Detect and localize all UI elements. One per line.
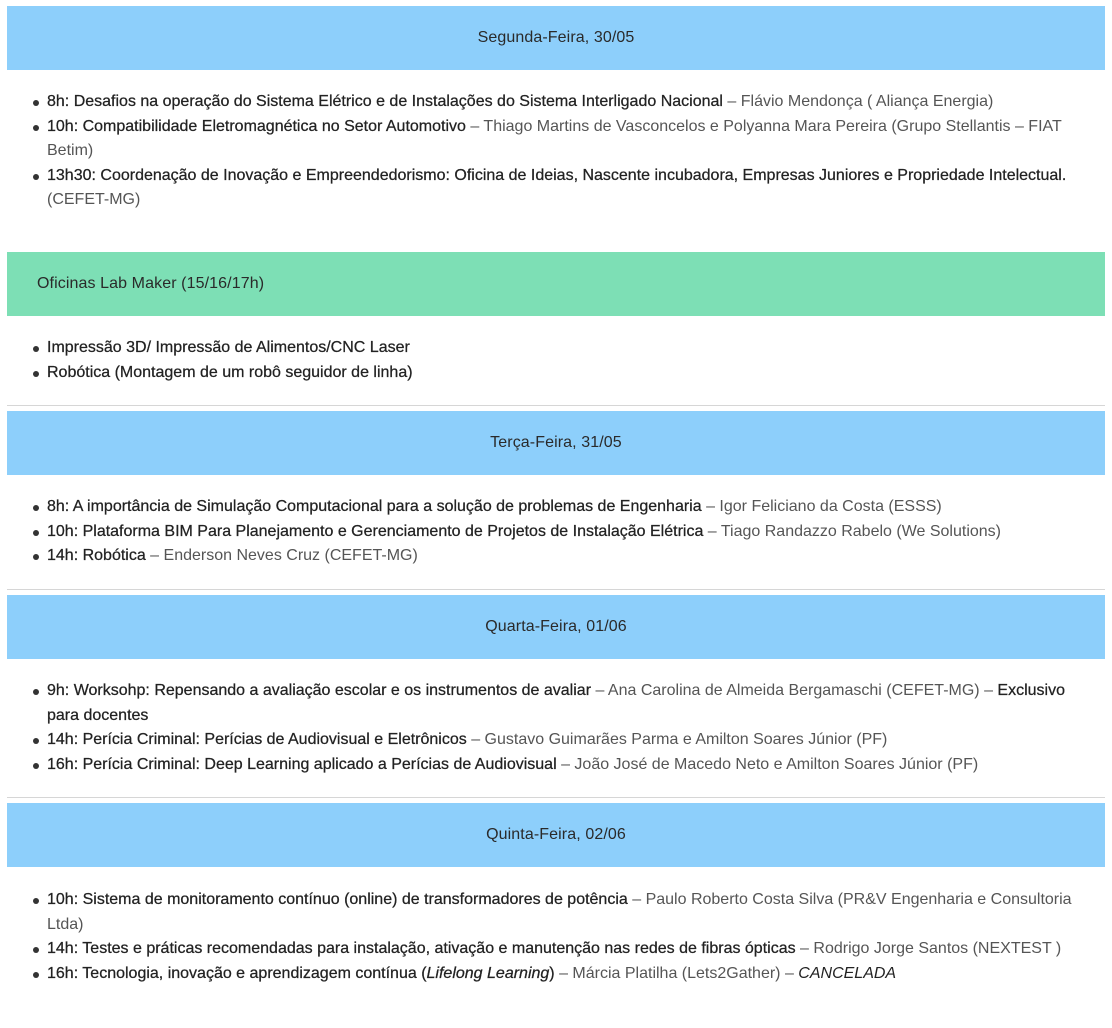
workshop-heading: Oficinas Lab Maker (15/16/17h) — [37, 275, 265, 292]
item-title-close: ) — [549, 964, 555, 982]
list-item — [0, 164, 1098, 213]
item-title: 14h: Perícia Criminal: Perícias de Audiovisual e Eletrônicos — [47, 731, 467, 748]
workshop-list — [0, 336, 1098, 385]
schedule-list-quinta — [0, 888, 1098, 986]
item-speaker: – Rodrigo Jorge Santos (NEXTEST ) — [795, 940, 1062, 957]
item-title: 13h30: Coordenação de Inovação e Empreendedorismo: Oficina de Ideias, Nascente incubadora, Empresas Juniores e Propriedade Intelectual. — [47, 166, 1067, 184]
list-item — [0, 544, 1098, 569]
item-title: 10h: Compatibilidade Eletromagnética no Setor Automotivo — [47, 117, 466, 135]
divider — [7, 589, 1105, 590]
item-title: 14h: Robótica — [47, 547, 146, 564]
item-speaker: – Ana Carolina de Almeida Bergamaschi (CEFET-MG) – — [591, 682, 993, 699]
item-title: Robótica (Montagem de um robô seguidor de linha) — [47, 363, 413, 381]
item-speaker: – Paulo Roberto Costa Silva (PR&V Engenharia e Consultoria Ltda) — [47, 891, 1072, 933]
item-title: 9h: Worksohp: Repensando a avaliação escolar e os instrumentos de avaliar — [47, 682, 592, 699]
item-title: 10h: Sistema de monitoramento contínuo (online) de transformadores de potência — [47, 891, 628, 908]
list-item — [0, 336, 1098, 361]
list-item — [0, 888, 1098, 937]
list-item — [0, 728, 1098, 753]
item-speaker: – João José de Macedo Neto e Amilton Soares Júnior (PF) — [556, 755, 979, 773]
item-speaker: – Gustavo Guimarães Parma e Amilton Soares Júnior (PF) — [466, 731, 888, 748]
divider — [7, 405, 1105, 406]
list-item — [0, 679, 1098, 728]
list-item — [0, 115, 1098, 164]
item-title: 16h: Perícia Criminal: Deep Learning aplicado a Perícias de Audiovisual — [47, 755, 557, 773]
schedule-list-quarta — [0, 679, 1098, 777]
item-speaker: (CEFET-MG) — [47, 191, 141, 208]
day-heading: Segunda-Feira, 30/05 — [477, 29, 635, 46]
list-item — [0, 520, 1098, 545]
item-speaker: – Igor Feliciano da Costa (ESSS) — [701, 498, 942, 515]
day-heading: Quinta-Feira, 02/06 — [486, 826, 626, 843]
item-title: 8h: A importância de Simulação Computacional para a solução de problemas de Engenharia — [47, 498, 702, 515]
list-item — [0, 962, 1098, 987]
item-title-italic: Lifelong Learning — [426, 964, 550, 982]
workshop-header — [7, 252, 1105, 316]
item-speaker: – Tiago Randazzo Rabelo (We Solutions) — [703, 522, 1002, 540]
item-speaker: – Flávio Mendonça ( Aliança Energia) — [722, 93, 994, 110]
item-title: 14h: Testes e práticas recomendadas para instalação, ativação e manutenção nas redes de fibras ópticas — [47, 940, 796, 957]
day-header-quinta — [7, 803, 1105, 867]
item-title: 10h: Plataforma BIM Para Planejamento e Gerenciamento de Projetos de Instalação Elétrica — [47, 522, 704, 540]
schedule-list-segunda — [0, 90, 1098, 213]
cancelled-label: CANCELADA — [798, 964, 897, 982]
item-title: 8h: Desafios na operação do Sistema Elétrico e de Instalações do Sistema Interligado Nacional — [47, 93, 723, 110]
list-item — [0, 495, 1098, 520]
list-item — [0, 937, 1098, 962]
item-speaker: – Enderson Neves Cruz (CEFET-MG) — [145, 547, 418, 564]
schedule-list-terca — [0, 495, 1098, 569]
list-item — [0, 753, 1098, 778]
divider — [7, 797, 1105, 798]
day-heading: Quarta-Feira, 01/06 — [485, 618, 627, 635]
list-item — [0, 361, 1098, 386]
item-title: Impressão 3D/ Impressão de Alimentos/CNC Laser — [47, 339, 410, 356]
item-note: Exclusivo para docentes — [47, 682, 1065, 724]
item-title: 16h: Tecnologia, inovação e aprendizagem contínua ( — [47, 964, 427, 982]
day-header-quarta — [7, 595, 1105, 659]
list-item — [0, 90, 1098, 115]
day-header-terca — [7, 411, 1105, 475]
item-speaker: – Márcia Platilha (Lets2Gather) – — [554, 964, 799, 982]
item-speaker: – Thiago Martins de Vasconcelos e Polyanna Mara Pereira (Grupo Stellantis – FIAT Betim) — [47, 117, 1062, 159]
day-heading: Terça-Feira, 31/05 — [490, 434, 622, 451]
day-header-segunda — [7, 6, 1105, 70]
